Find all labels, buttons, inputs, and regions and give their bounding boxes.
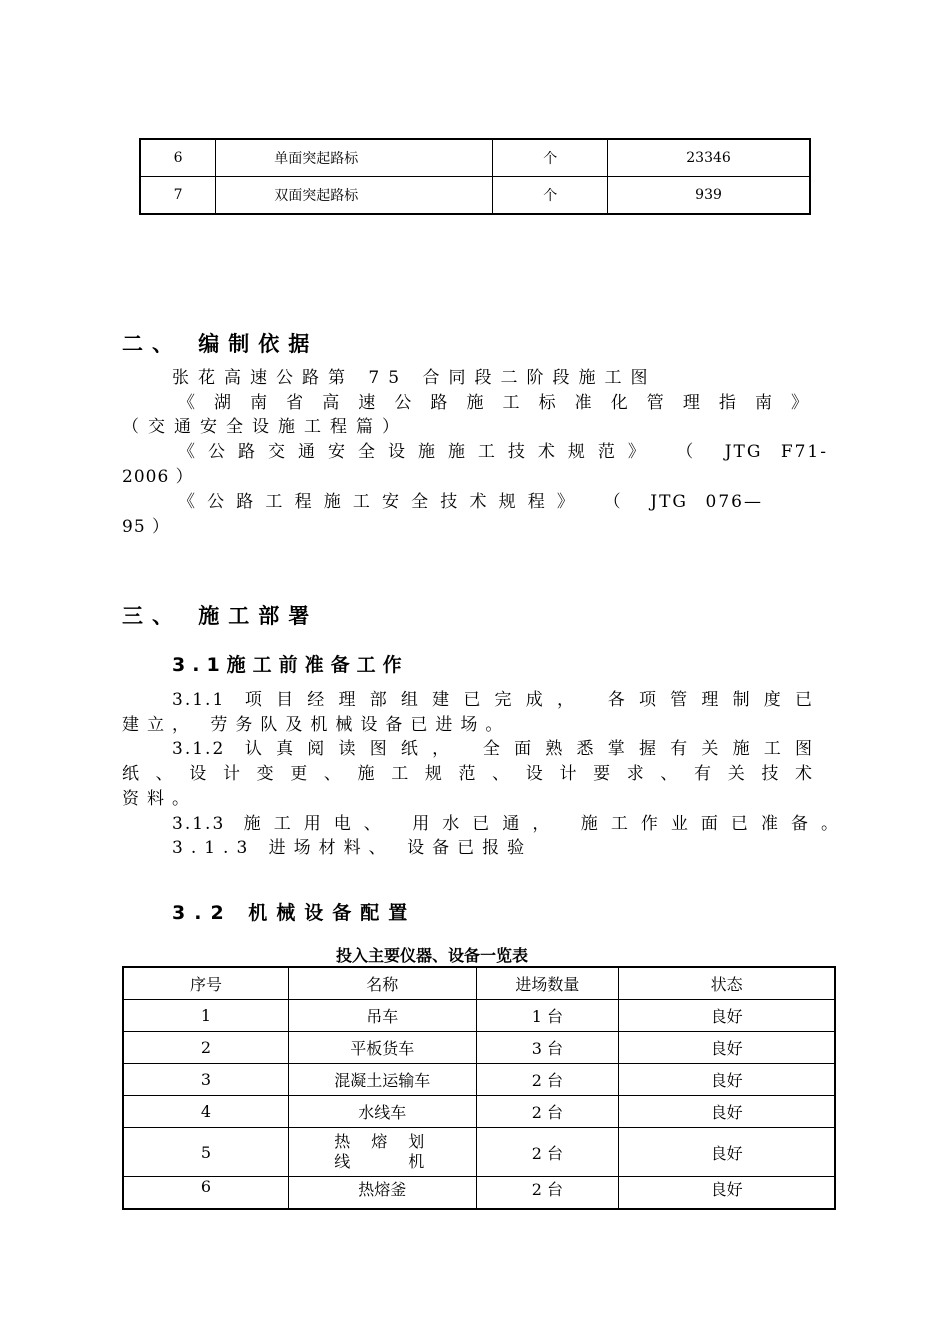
prep-line-6: 3.1.3 施工用电、 用水已通， 施工作业面已准备。 <box>172 814 840 834</box>
basis-line-4: 《公路交通安全设施施工技术规范》 （ JTG F71- <box>178 442 828 462</box>
basis-line-3: （交通安全设施工程篇） <box>122 417 408 437</box>
table-header-row <box>123 967 835 1000</box>
item-name: 双面突起路标 <box>216 177 493 215</box>
equipment-name: 热熔釜 <box>288 1177 476 1210</box>
section-3-heading: 三、 施工部署 <box>122 604 319 628</box>
row-number: 6 <box>140 139 216 177</box>
section-2-heading: 二、 编制依据 <box>122 332 319 356</box>
basis-line-6: 《公路工程施工安全技术规程》 （ JTG 076— <box>178 492 763 512</box>
row-number: 7 <box>140 177 216 215</box>
equipment-name: 混凝土运输车 <box>288 1064 476 1096</box>
equipment-status: 良好 <box>619 1000 835 1032</box>
item-name: 单面突起路标 <box>216 139 493 177</box>
equipment-name: 水线车 <box>288 1096 476 1128</box>
table-row <box>140 177 810 215</box>
equipment-quantity: 1 台 <box>476 1000 619 1032</box>
row-number: 6 <box>123 1177 288 1210</box>
prep-line-7: 3.1.3 进场材料、 设备已报验 <box>172 838 533 858</box>
header-quantity: 进场数量 <box>476 967 619 1000</box>
prep-line-3: 3.1.2 认真阅读图纸， 全面熟悉掌握有关施工图 <box>172 739 814 759</box>
equipment-status: 良好 <box>619 1064 835 1096</box>
equipment-table-caption: 投入主要仪器、设备一览表 <box>336 946 529 965</box>
equipment-status: 良好 <box>619 1128 835 1177</box>
table-row <box>123 1096 835 1128</box>
header-name: 名称 <box>288 967 476 1000</box>
road-marker-table <box>139 138 811 215</box>
equipment-quantity: 2 台 <box>476 1064 619 1096</box>
header-number: 序号 <box>123 967 288 1000</box>
equipment-status: 良好 <box>619 1177 835 1210</box>
table-row <box>123 1064 835 1096</box>
basis-line-5: 2006 ） <box>122 467 194 487</box>
equipment-status: 良好 <box>619 1032 835 1064</box>
equipment-name-text: 热 熔 划 线 机 <box>334 1132 431 1171</box>
item-unit: 个 <box>493 177 608 215</box>
row-number: 2 <box>123 1032 288 1064</box>
equipment-name: 吊车 <box>288 1000 476 1032</box>
equipment-name: 平板货车 <box>288 1032 476 1064</box>
equipment-status: 良好 <box>619 1096 835 1128</box>
prep-line-1: 3.1.1 项目经理部组建已完成， 各项管理制度已 <box>172 690 814 710</box>
row-number: 4 <box>123 1096 288 1128</box>
table-row <box>123 1177 835 1210</box>
subsection-3-2-heading: 3.2 机械设备配置 <box>172 902 417 924</box>
equipment-name <box>288 1128 476 1177</box>
subsection-3-1-heading: 3.1施工前准备工作 <box>172 654 409 676</box>
header-status: 状态 <box>619 967 835 1000</box>
row-number: 3 <box>123 1064 288 1096</box>
table-row <box>140 139 810 177</box>
equipment-quantity: 2 台 <box>476 1177 619 1210</box>
equipment-quantity: 2 台 <box>476 1128 619 1177</box>
equipment-quantity: 2 台 <box>476 1096 619 1128</box>
prep-line-2: 建立， 劳务队及机械设备已进场。 <box>122 715 511 735</box>
equipment-quantity: 3 台 <box>476 1032 619 1064</box>
basis-line-7: 95 ） <box>122 517 171 537</box>
basis-line-2: 《湖南省高速公路施工标准化管理指南》 <box>178 393 810 413</box>
prep-line-4: 纸、设计变更、施工规范、设计要求、有关技术 <box>122 764 814 784</box>
basis-line-1: 张花高速公路第 75 合同段二阶段施工图 <box>172 368 657 388</box>
prep-line-5: 资料。 <box>122 789 197 809</box>
table-row <box>123 1032 835 1064</box>
item-quantity: 23346 <box>608 139 810 177</box>
table-row <box>123 1000 835 1032</box>
row-number: 1 <box>123 1000 288 1032</box>
row-number: 5 <box>123 1128 288 1177</box>
item-unit: 个 <box>493 139 608 177</box>
equipment-table <box>122 966 836 1210</box>
item-quantity: 939 <box>608 177 810 215</box>
table-row <box>123 1128 835 1177</box>
